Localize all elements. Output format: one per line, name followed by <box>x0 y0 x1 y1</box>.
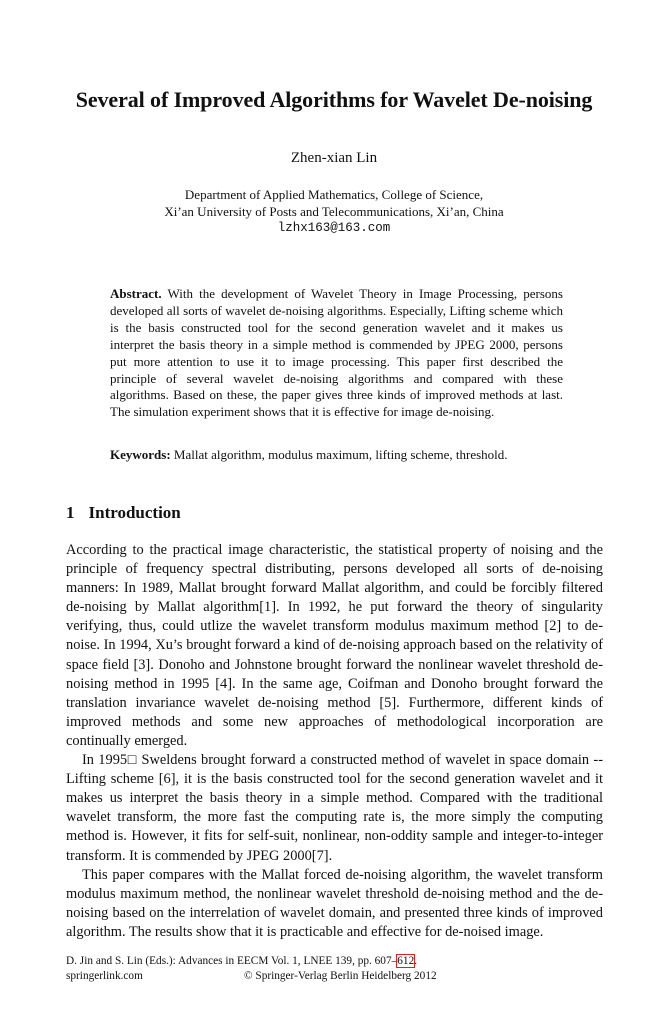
keywords-text: Mallat algorithm, modulus maximum, lifting scheme, threshold. <box>173 447 508 462</box>
section-number: 1 <box>66 503 75 522</box>
abstract <box>110 286 563 421</box>
affiliation-department: Department of Applied Mathematics, College of Science, <box>184 187 484 202</box>
citation-period: . <box>414 955 418 967</box>
abstract-text: With the development of Wavelet Theory in Image Processing, persons developed all sorts of wavelet de-noising algorithms. Especially, Lifting scheme which is the basis constructed tool for the second generation wavelet and it makes us interpret the basis theory in a simple method is commended by JPEG 2000, persons put more attention to use it to image processing. This paper first described the principle of several wavelet de-noising algorithms and compared with these algorithms. Based on these, the paper gives three kinds of improved methods at last. The simulation experiment shows that it is effective for image de-noising. <box>110 286 563 420</box>
copyright-notice: © Springer-Verlag Berlin Heidelberg 2012 <box>244 969 437 982</box>
keywords-label: Keywords: <box>110 447 171 462</box>
citation-line <box>66 954 566 969</box>
paragraph: In 1995□ Sweldens brought forward a constructed method of wavelet in space domain --Lifting scheme [6], it is the basis constructed tool for the second generation wavelet and it makes us interpret the basis theory in a simple method. Compared with the traditional wavelet transform, the more fast the computing rate is, the more simply the computing method is. However, it fits for self-suit, nonlinear, non-oddity sample and integer-to-integer transform. It is commended by JPEG 2000[7]. <box>66 752 603 864</box>
keywords <box>110 446 570 463</box>
affiliation <box>0 186 668 237</box>
section-heading-introduction <box>66 502 181 524</box>
introduction-body <box>66 541 603 942</box>
end-page-link[interactable]: 612 <box>397 955 415 967</box>
section-title: Introduction <box>88 503 181 522</box>
springerlink-link[interactable]: springerlink.com <box>66 969 143 982</box>
paper-title: Several of Improved Algorithms for Wavelet De-noising <box>75 87 593 112</box>
abstract-label: Abstract. <box>110 286 162 301</box>
publisher-line <box>66 969 566 984</box>
paragraph: This paper compares with the Mallat forced de-noising algorithm, the wavelet transform modulus maximum method, the nonlinear wavelet threshold de-noising method and the de-noising based on the interrelation of wavelet domain, and presented three kinds of improved algorithm. The results show that it is practicable and effective for de-noised image. <box>66 866 603 940</box>
page-footer <box>66 954 566 983</box>
affiliation-university: Xi’an University of Posts and Telecommunications, Xi’an, China <box>164 204 504 219</box>
author-email[interactable]: lzhx163@163.com <box>277 221 391 235</box>
citation-text: D. Jin and S. Lin (Eds.): Advances in EECM Vol. 1, LNEE 139, pp. 607– <box>66 955 398 967</box>
author-name: Zhen-xian Lin <box>290 150 378 166</box>
paragraph: According to the practical image characteristic, the statistical property of noising and the principle of frequency spectral distributing, persons developed all sorts of de-noising manners: In 1989, Mallat brought forward Mallat algorithm, and could be forcibly filtered de-noising by Mallat algorithm[1]. In 1992, he put forward the theory of singularity verifying, thus, could utlize the wavelet transform modulus maximum method [2] to de-noise. In 1994, Xu’s brought forward a kind of de-noising approach based on the relativity of space field [3]. Donoho and Johnstone brought forward the nonlinear wavelet threshold de-noising method in 1995 [4]. In the same age, Coifman and Donoho brought forward the translation invariance wavelet de-noising method [5]. Furthermore, different kinds of improved methods and some new approaches of methodological incorporation are continually emerged. <box>66 542 603 749</box>
